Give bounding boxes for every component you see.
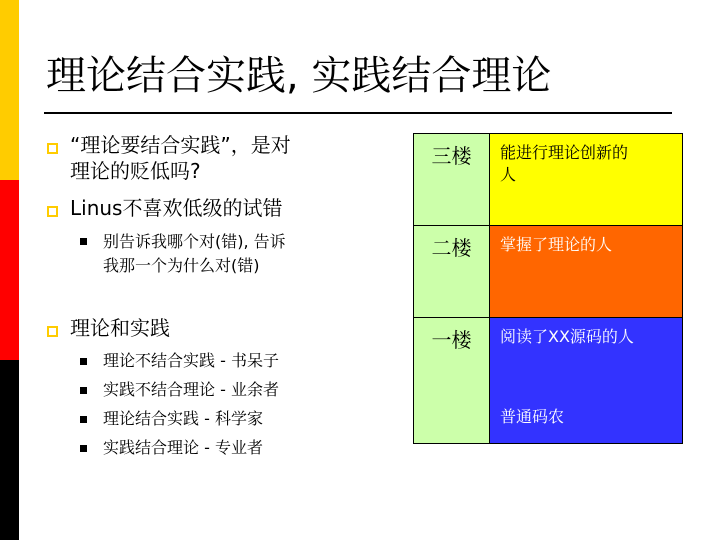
floor-2-desc bbox=[489, 225, 683, 318]
sub-bullet-square-icon bbox=[80, 238, 87, 245]
bullet-box-icon bbox=[47, 326, 58, 337]
sub-bullet-2-line1: 别告诉我哪个对(错), 告诉 bbox=[103, 232, 286, 251]
bullet-1-line2: 理论的贬低吗? bbox=[70, 159, 201, 183]
bullet-3-text: 理论和实践 bbox=[70, 316, 170, 340]
side-band-red bbox=[0, 180, 19, 360]
sub-bullet-3-item: 理论结合实践 - 科学家 bbox=[103, 409, 263, 428]
sub-bullet-3-item: 实践不结合理论 - 业余者 bbox=[103, 380, 279, 399]
slide-title: 理论结合实践, 实践结合理论 bbox=[46, 53, 552, 99]
side-band-yellow bbox=[0, 0, 19, 180]
floors-table bbox=[413, 133, 683, 444]
bullet-2-text: Linus不喜欢低级的试错 bbox=[70, 196, 283, 220]
side-band-black bbox=[0, 360, 19, 540]
sub-bullet-2-line2: 我那一个为什么对(错) bbox=[103, 256, 260, 275]
floor-3-label: 三楼 bbox=[413, 133, 490, 226]
floor-2-desc-line1: 掌握了理论的人 bbox=[500, 235, 613, 254]
floor-1-desc bbox=[489, 317, 683, 444]
floor-3-desc bbox=[489, 133, 683, 226]
sub-bullet-square-icon bbox=[80, 445, 87, 452]
floor-3-desc-line2: 人 bbox=[500, 165, 517, 184]
bullet-box-icon bbox=[47, 206, 58, 217]
floor-1-desc-line2: 普通码农 bbox=[500, 407, 565, 426]
floor-3-desc-line1: 能进行理论创新的 bbox=[500, 143, 629, 162]
bullet-1-line1: “理论要结合实践”，是对 bbox=[70, 133, 291, 157]
sub-bullet-square-icon bbox=[80, 358, 87, 365]
floor-2-label: 二楼 bbox=[413, 225, 490, 318]
sub-bullet-3-item: 实践结合理论 - 专业者 bbox=[103, 438, 263, 457]
floor-1-desc-line1: 阅读了XX源码的人 bbox=[500, 327, 634, 346]
bullet-box-icon bbox=[47, 143, 58, 154]
sub-bullet-3-item: 理论不结合实践 - 书呆子 bbox=[103, 351, 279, 370]
title-underline bbox=[44, 112, 672, 114]
sub-bullet-square-icon bbox=[80, 416, 87, 423]
sub-bullet-square-icon bbox=[80, 387, 87, 394]
floor-1-label: 一楼 bbox=[413, 317, 490, 444]
